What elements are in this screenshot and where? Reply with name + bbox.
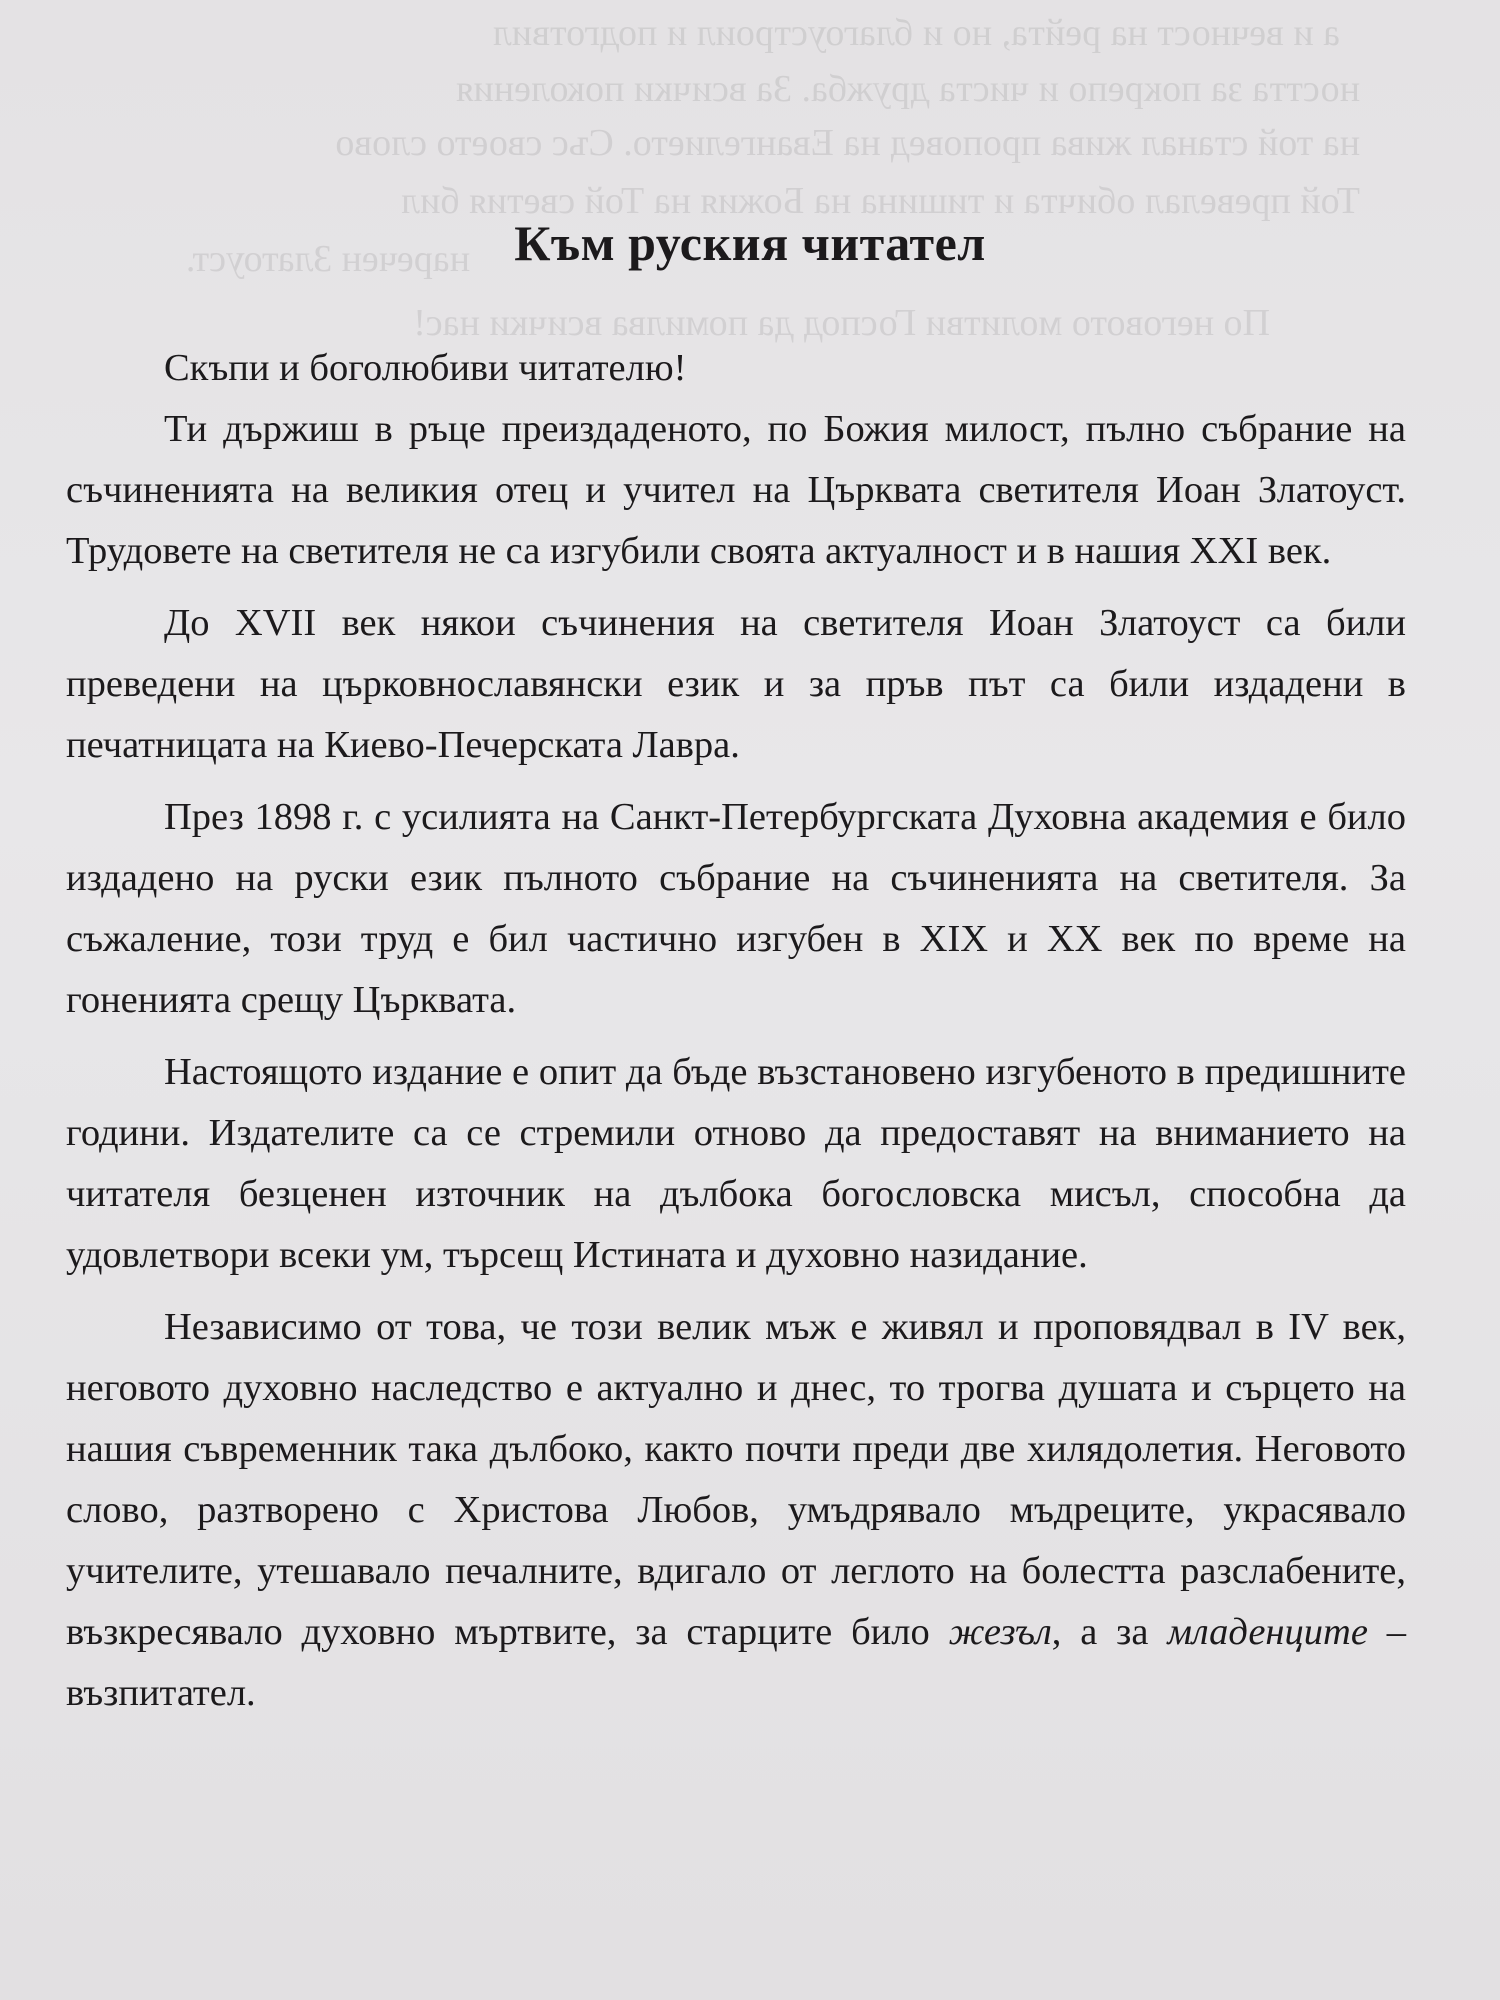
bleed-line: ността за покрепо и чиста дружба. За всички поколения [455,68,1360,110]
paragraph: Ти държиш в ръце преиздаденото, по Божия милост, пълно събрание на съчиненията на великия отец и учител на Църквата светителя Иоан Златоуст. Трудовете на светителя не са изгубили своята актуалност и в нашия XXI век. [66,408,1406,572]
connector-text: , а за [1051,1611,1149,1653]
ending-text: – възпитател. [66,1611,1407,1714]
bleed-line: Той превелал обичта и тишина на Божия на Той светия бил [401,180,1360,222]
paragraph: До XVII век някои съчинения на светителя Иоан Златоуст са били преведени на църковнославянски език и за пръв път са били издадени в печатницата на Киево-Печерската Лавра. [66,602,1406,766]
paragraph: Настоящото издание е опит да бъде възстановено изгубеното в предишните години. Издателите са се стремили отново да предоставят на вниманието на читателя безценен източник на дълбока богословска мисъл, способна да удовлетвори всеки ум, търсещ Истината и духовно назидание. [66,1051,1406,1276]
paragraph-text: Независимо от това, че този велик мъж е живял и проповядвал в IV век, неговото духовно наследство е актуално и днес, то трогва душата и сърцето на нашия съвременник така дълбоко, както почти преди две хилядолетия. Неговото слово, разтворено с Христова Любов, умъдрявало мъдреците, украсявало учителите, утешавало печалните, вдигало от леглото на болестта разслабените, възкресявало духовно мъртвите, за старците било [66,1306,1406,1653]
bleed-line: По неговото молитви Господ да помилва всички нас! [413,302,1270,344]
bleed-line: на той станал жива проповед на Евангелието. Със своето слово [335,122,1360,164]
body-text [66,338,1406,1735]
page-title: Към руския читател [514,215,986,271]
italic-word: жезъл [948,1611,1052,1653]
italic-word: младенците [1167,1611,1368,1653]
bleed-line: наречен Златоуст. [185,238,470,280]
paragraph-last [66,1297,1406,1724]
bleed-line: а и вечност на рейта, но и благоустроил и подготвил [492,12,1340,54]
paragraph: Скъпи и боголюбиви читателю! [164,347,687,389]
paragraph: През 1898 г. с усилията на Санкт-Петербургската Духовна академия е било издадено на руски език пълното събрание на съчиненията на светителя. За съжаление, този труд е бил частично изгубен в XIX и XX век по време на гоненията срещу Църквата. [66,796,1406,1021]
